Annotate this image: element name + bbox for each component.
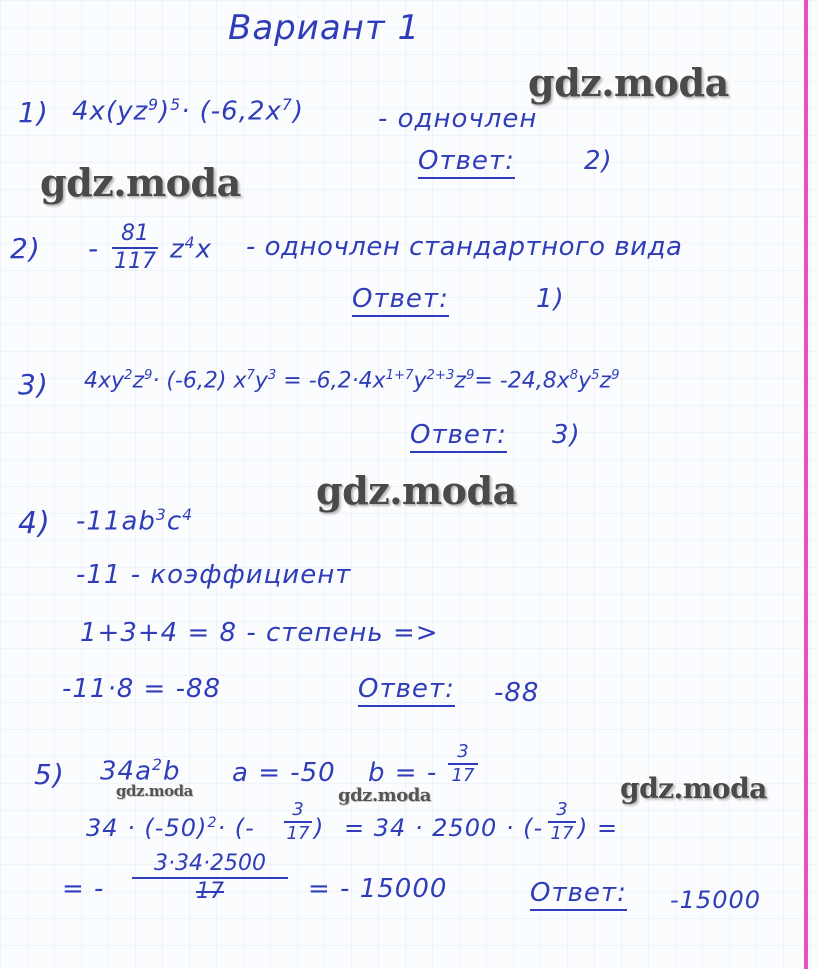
task5-simplification-fraction	[548, 800, 576, 844]
task4-answer-value: -88	[494, 678, 540, 708]
task1-answer-value: 2)	[584, 146, 613, 176]
task5-result: = - 15000	[308, 874, 448, 904]
task4-degree: 1+3+4 = 8 - степень =>	[80, 618, 439, 648]
task2-answer-label: Ответ:	[352, 284, 449, 317]
fraction-numerator: 3	[457, 741, 469, 762]
fraction-numerator: 81	[121, 221, 149, 246]
fraction-denominator: 17	[196, 879, 224, 905]
margin-line	[804, 0, 808, 969]
task3-answer-label: Ответ:	[410, 420, 507, 453]
task3-number: 3)	[18, 368, 49, 401]
fraction-denominator: 117	[114, 249, 156, 275]
task3-expression: $4xy^2z^9\cdot (-6,2) x^7y^3 = -6,2\cdot 4x^{1+7}y^{2+3}z^9= -24,8x^8y^5z^9$	[84, 368, 620, 394]
watermark: gdz.moda	[116, 782, 193, 800]
task1-number: 1)	[18, 96, 49, 129]
task5-substitution-close: )	[314, 814, 325, 842]
task4-calculation: -11·8 = -88	[62, 674, 222, 704]
task3-answer-value: 3)	[552, 420, 581, 450]
watermark: gdz.moda	[40, 160, 241, 205]
task2-fraction	[112, 222, 158, 274]
task4-answer-label: Ответ:	[358, 674, 455, 707]
fraction-denominator: 17	[550, 822, 574, 844]
task2-number: 2)	[10, 232, 41, 265]
task2-answer-value: 1)	[536, 284, 565, 314]
fraction-denominator: 17	[451, 764, 475, 786]
task1-expression: $4x(yz^9)^5\cdot (-6,2x^7)$	[72, 96, 304, 127]
watermark: gdz.moda	[620, 772, 767, 805]
fraction-numerator: 3	[556, 799, 568, 820]
task2-minus: -	[88, 232, 100, 265]
task5-expression: $34a^2b$	[100, 756, 181, 787]
fraction-denominator: 17	[286, 822, 310, 844]
task5-answer-value: -15000	[670, 886, 762, 914]
watermark: gdz.moda	[528, 60, 729, 105]
task1-comment: - одночлен	[378, 104, 538, 134]
task5-simplification: = 34 · 2500 · (-	[344, 814, 544, 842]
task5-substitution-fraction	[284, 800, 312, 844]
task5-substitution: $34 \cdot (-50)^2\cdot$ (-	[86, 814, 255, 842]
fraction-numerator: 3·34·2500	[154, 851, 266, 876]
task5-condition-b-fraction	[448, 742, 478, 786]
task2-expression: $z^4x$	[170, 234, 212, 265]
task5-number: 5)	[34, 758, 65, 791]
task5-condition-a: a = -50	[232, 758, 336, 788]
watermark: gdz.moda	[316, 468, 517, 513]
fraction-numerator: 3	[292, 799, 304, 820]
task1-answer-label: Ответ:	[418, 146, 515, 179]
task4-coefficient: -11 - коэффициент	[76, 560, 352, 590]
task5-answer-label: Ответ:	[530, 878, 627, 911]
task5-fraction-lead: = -	[62, 874, 105, 904]
task2-comment: - одночлен стандартного вида	[246, 232, 683, 262]
task4-expression: $-11ab^3c^4$	[76, 506, 194, 537]
task4-number: 4)	[18, 506, 51, 541]
page-title: Вариант 1	[228, 8, 421, 48]
task5-simplification-close: ) =	[578, 814, 619, 842]
watermark: gdz.moda	[338, 785, 431, 806]
task5-big-fraction	[132, 852, 288, 904]
task5-condition-b: b = -	[368, 758, 438, 788]
